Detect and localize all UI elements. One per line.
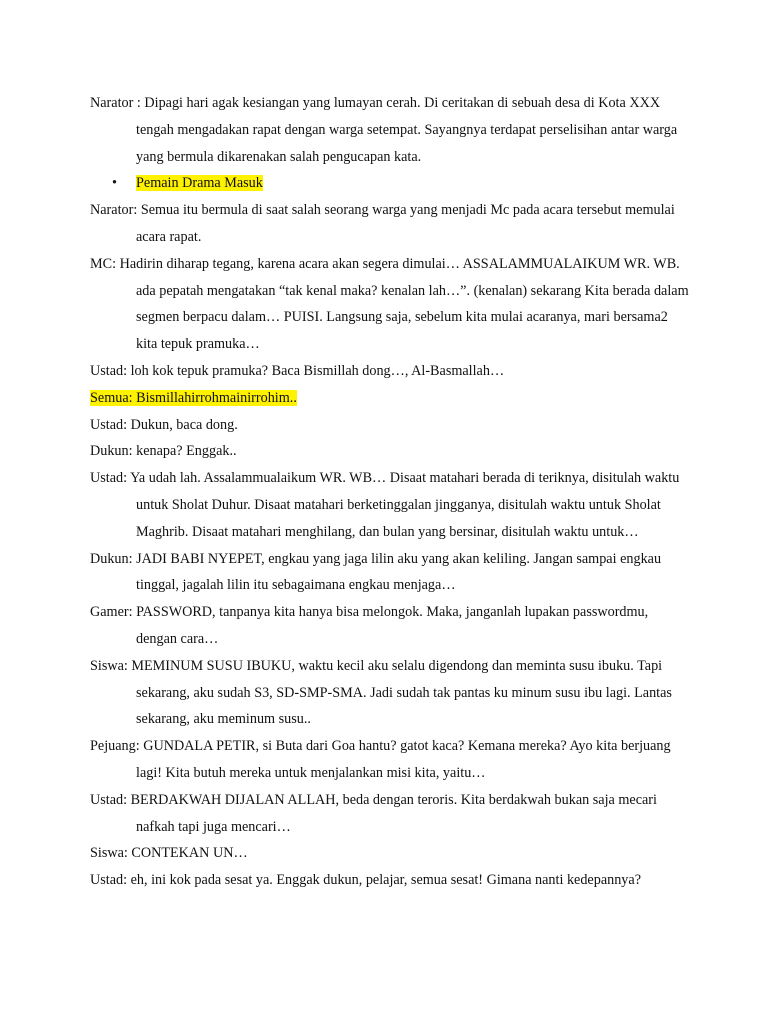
dialogue-line	[90, 599, 690, 653]
dialogue-text: loh kok tepuk pramuka? Baca Bismillah dong…, Al-Basmallah…	[127, 362, 505, 379]
speaker-label: Narator:	[90, 202, 138, 219]
dialogue-line	[90, 412, 690, 439]
speaker-label: Ustad:	[90, 872, 128, 889]
speaker-label: Siswa:	[90, 657, 128, 674]
dialogue-text: Hadirin diharap tegang, karena acara akan segera dimulai… ASSALAMMUALAIKUM WR. WB. ada pepatah mengatakan “tak kenal maka? kenalan lah…”. (kenalan) sekarang Kita berada dalam segmen berpacu dalam… PUISI. Langsung saja, sebelum kita mulai acaranya, mari bersama2 kita tepuk pramuka…	[116, 255, 689, 353]
dialogue-line	[90, 251, 690, 358]
bullet-item	[90, 170, 690, 197]
dialogue-text: Dipagi hari agak kesiangan yang lumayan cerah. Di ceritakan di sebuah desa di Kota XXX tengah mengadakan rapat dengan warga setempat. Sayangnya terdapat perselisihan antar warga yang bermula dikarenakan salah pengucapan kata.	[136, 95, 678, 165]
speaker-label: Dukun:	[90, 550, 133, 567]
dialogue-line	[90, 546, 690, 600]
dialogue-line	[90, 197, 690, 251]
dialogue-line	[90, 840, 690, 867]
dialogue-line	[90, 653, 690, 733]
dialogue-text: JADI BABI NYEPET, engkau yang jaga lilin aku yang akan keliling. Jangan sampai engkau tinggal, jagalah lilin itu sebagaimana engkau menjaga…	[132, 550, 662, 594]
dialogue-text: PASSWORD, tanpanya kita hanya bisa melongok. Maka, janganlah lupakan passwordmu, dengan cara…	[132, 604, 649, 647]
speaker-label: Ustad:	[90, 362, 128, 379]
dialogue-text: kenapa? Enggak..	[132, 443, 237, 460]
bullet-icon: •	[112, 175, 117, 192]
dialogue-line	[90, 733, 690, 787]
speaker-label: Semua:	[90, 389, 133, 406]
dialogue-text: Bismillahirrohmainirrohim..	[132, 389, 297, 406]
dialogue-text: eh, ini kok pada sesat ya. Enggak dukun, pelajar, semua sesat! Gimana nanti kedepannya?	[127, 872, 641, 889]
speaker-label: Ustad:	[90, 791, 128, 808]
speaker-label: Pejuang:	[90, 738, 140, 755]
dialogue-line	[90, 787, 690, 841]
dialogue-text: CONTEKAN UN…	[127, 845, 248, 862]
dialogue-line	[90, 90, 690, 170]
dialogue-line	[90, 438, 690, 465]
dialogue-text: MEMINUM SUSU IBUKU, waktu kecil aku selalu digendong dan meminta susu ibuku. Tapi sekarang, aku sudah S3, SD-SMP-SMA. Jadi sudah tak pantas ku minum susu ibu lagi. Lantas sekarang, aku meminum susu..	[127, 657, 672, 728]
dialogue-text: BERDAKWAH DIJALAN ALLAH, beda dengan teroris. Kita berdakwah bukan saja mecari nafkah tapi juga mencari…	[127, 791, 657, 835]
speaker-label: Dukun:	[90, 443, 133, 460]
speaker-label: Ustad:	[90, 416, 128, 433]
speaker-label: Gamer:	[90, 604, 133, 621]
dialogue-text: Dukun, baca dong.	[127, 416, 238, 433]
dialogue-text: Semua itu bermula di saat salah seorang warga yang menjadi Mc pada acara tersebut memulai acara rapat.	[136, 202, 675, 245]
dialogue-line	[90, 358, 690, 385]
dialogue-line	[90, 867, 690, 894]
dialogue-text: GUNDALA PETIR, si Buta dari Goa hantu? gatot kaca? Kemana mereka? Ayo kita berjuang lagi! Kita butuh mereka untuk menjalankan misi kita, yaitu…	[136, 738, 671, 781]
dialogue-text: Ya udah lah. Assalammualaikum WR. WB… Disaat matahari berada di teriknya, disitulah waktu untuk Sholat Duhur. Disaat matahari berketinggalan jingganya, disitulah waktu untuk Sholat Maghrib. Disaat matahari menghilang, dan bulan yang bersinar, disitulah waktu untuk…	[127, 470, 680, 540]
speaker-label: Ustad:	[90, 470, 128, 487]
dialogue-line	[90, 385, 690, 412]
speaker-label: Siswa:	[90, 845, 128, 862]
document-body	[90, 90, 690, 894]
speaker-label: MC:	[90, 255, 117, 272]
speaker-label: Narator :	[90, 95, 141, 111]
bullet-text: Pemain Drama Masuk	[136, 175, 263, 192]
dialogue-line	[90, 465, 690, 545]
